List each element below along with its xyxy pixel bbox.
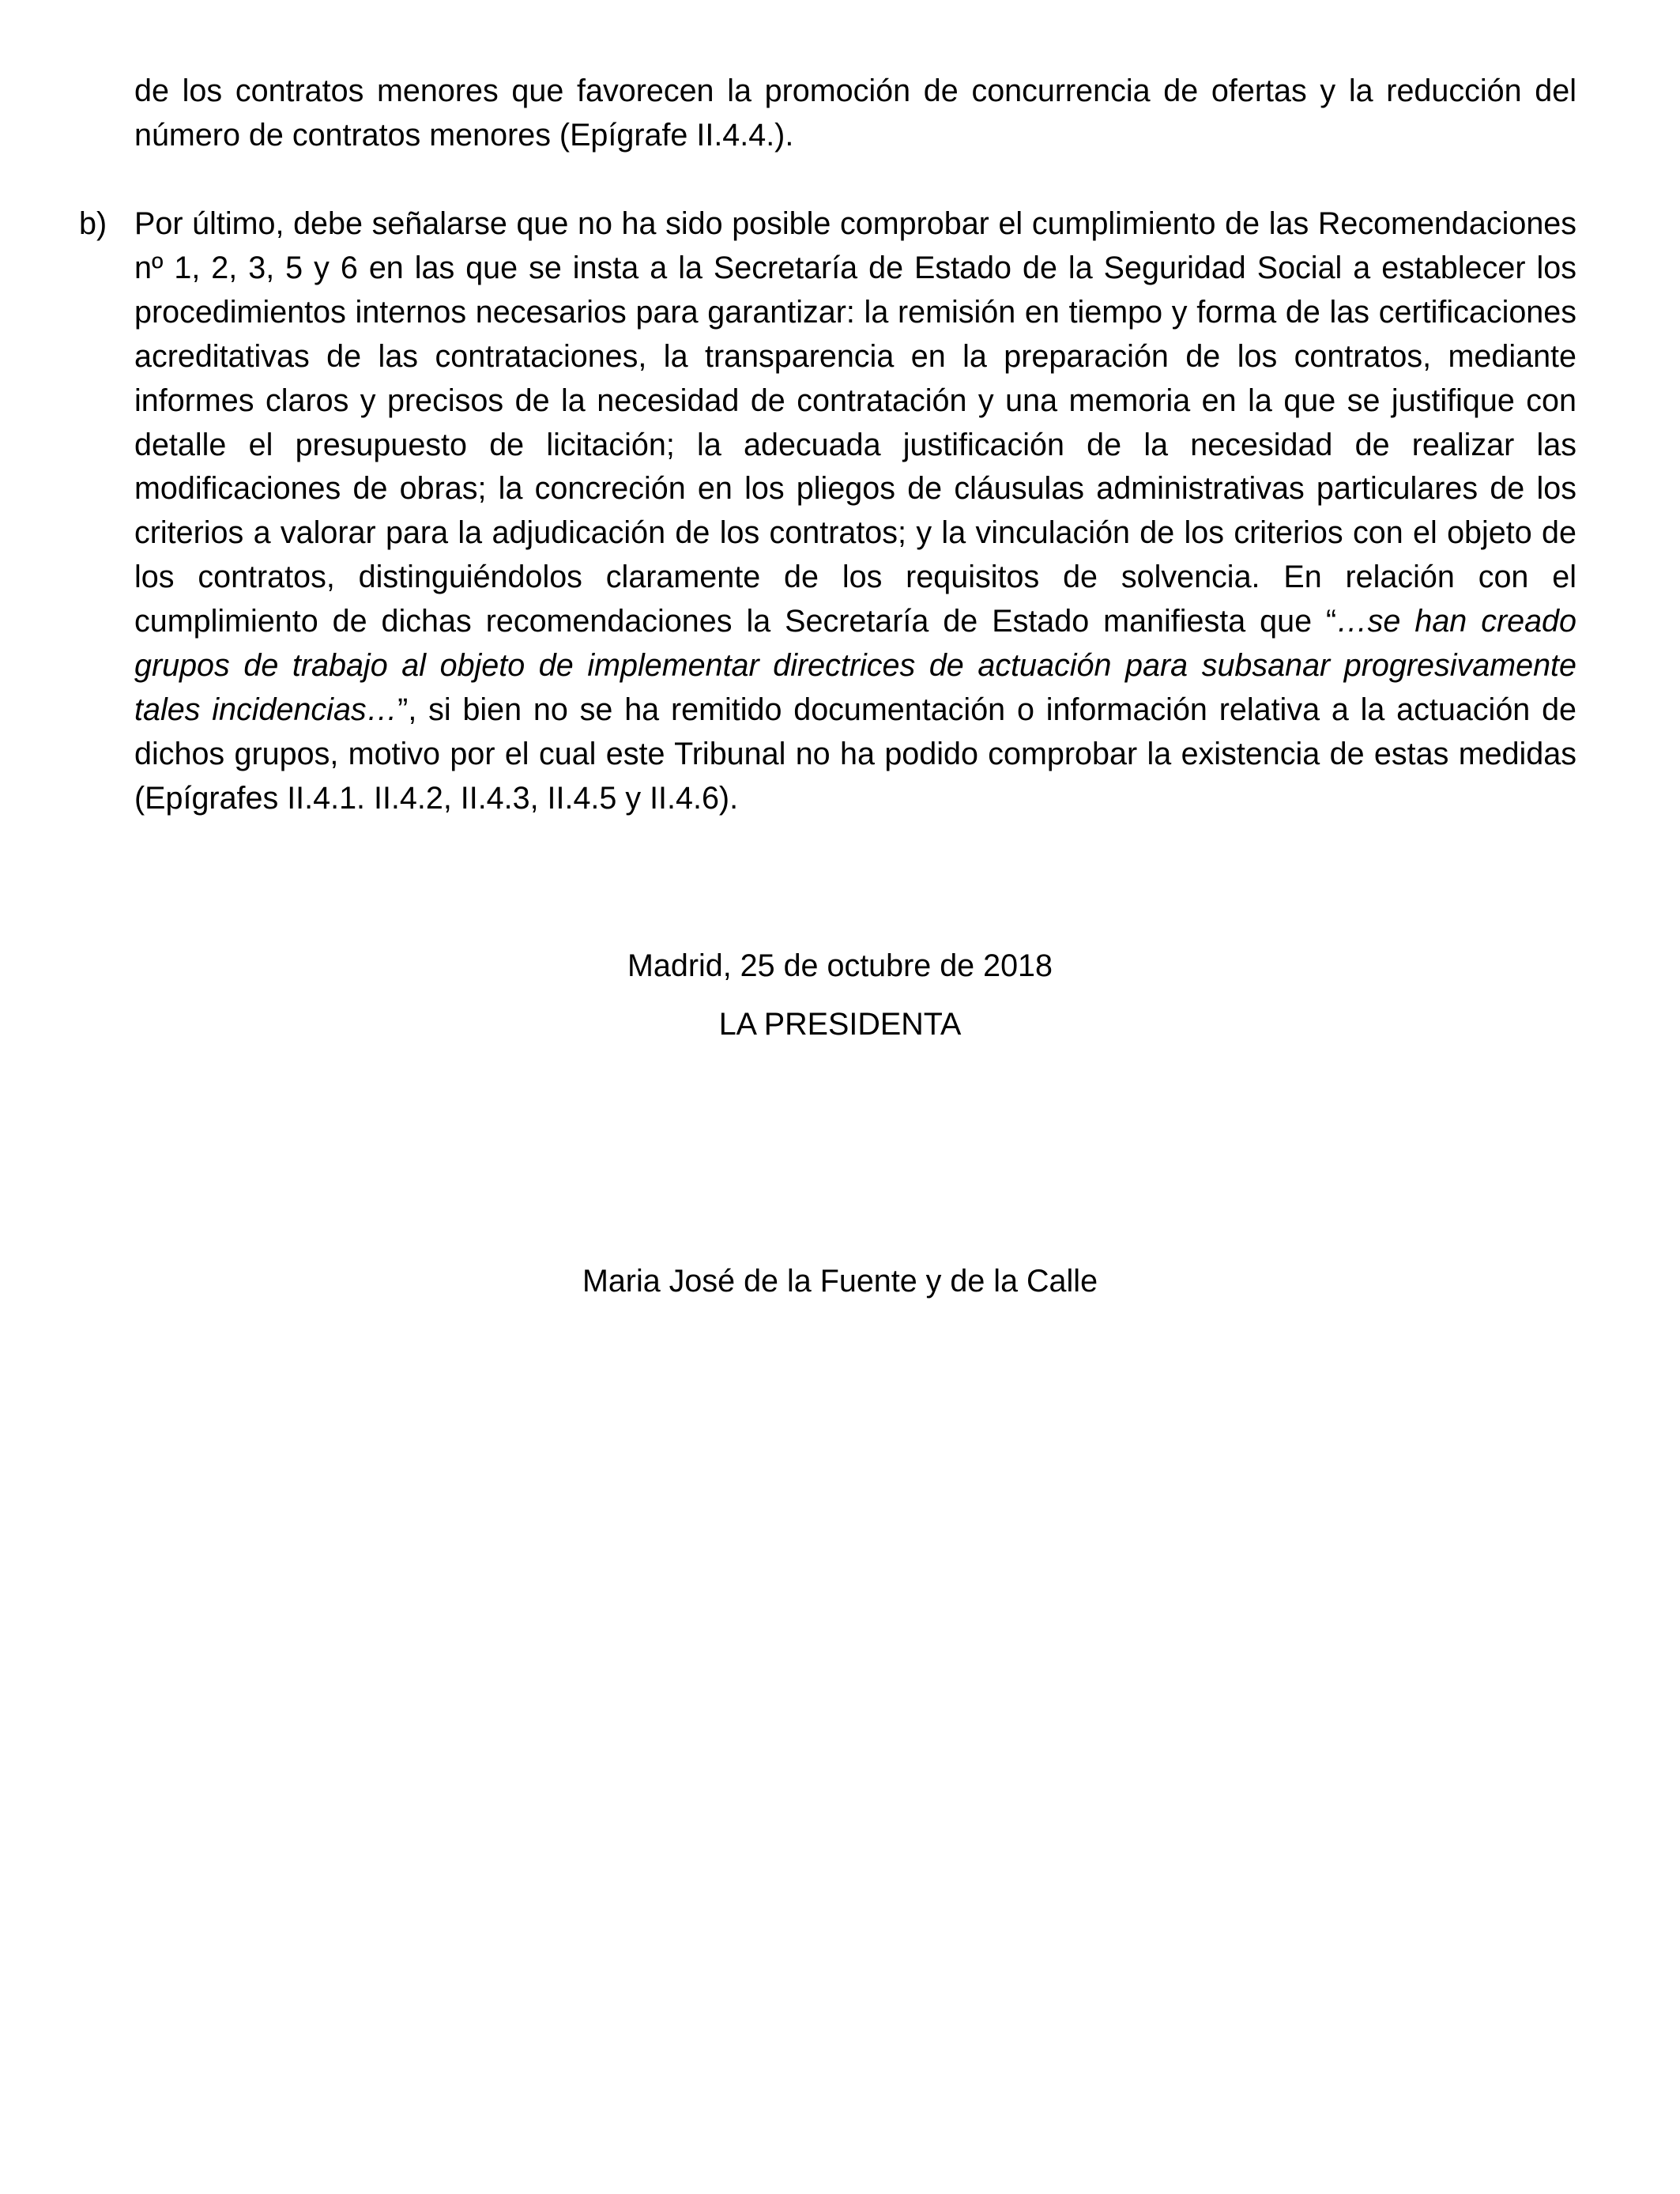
signatory-title: LA PRESIDENTA bbox=[718, 1007, 962, 1042]
list-item-marker: b) bbox=[79, 206, 107, 241]
item-b-quoted-text: …se han creado grupos de trabajo al objeto de implementar directrices de actuación para subsanar progresivamente tales incidencias… bbox=[134, 604, 1576, 727]
signatory-name: Maria José de la Fuente y de la Calle bbox=[582, 1264, 1098, 1299]
place-date: Madrid, 25 de octubre de 2018 bbox=[627, 948, 1053, 983]
item-b-text-before-quote: Por último, debe señalarse que no ha sido posible comprobar el cumplimiento de las Recomendaciones nº 1, 2, 3, 5 y 6 en las que se insta a la Secretaría de Estado de la Seguridad Social a establecer los procedimientos internos necesarios para garantizar: la remisión en tiempo y forma de las certificaciones acreditativas de las contrataciones, la transparencia en la preparación de los contratos, mediante informes claros y precisos de la necesidad de contratación y una memoria en la que se justifique con detalle el presupuesto de licitación; la adecuada justificación de la necesidad de realizar las modificaciones de obras; la concreción en los pliegos de cláusulas administrativas particulares de los criterios a valorar para la adjudicación de los contratos; y la vinculación de los criterios con el objeto de los contratos, distinguiéndolos claramente de los requisitos de solvencia. En relación con el cumplimiento de dichas recomendaciones la Secretaría de Estado manifiesta que “ bbox=[134, 206, 1576, 639]
item-b-text-after-quote: ”, si bien no se ha remitido documentación o información relativa a la actuación de dichos grupos, motivo por el cual este Tribunal no ha podido comprobar la existencia de estas medidas (Epígrafes II.4.1. II.4.2, II.4.3, II.4.5 y II.4.6). bbox=[134, 692, 1577, 816]
list-item-b-paragraph bbox=[134, 202, 1576, 821]
continuation-paragraph: de los contratos menores que favorecen la promoción de concurrencia de ofertas y la reducción del número de contratos menores (Epígrafe II.4.4.). bbox=[134, 74, 1576, 153]
